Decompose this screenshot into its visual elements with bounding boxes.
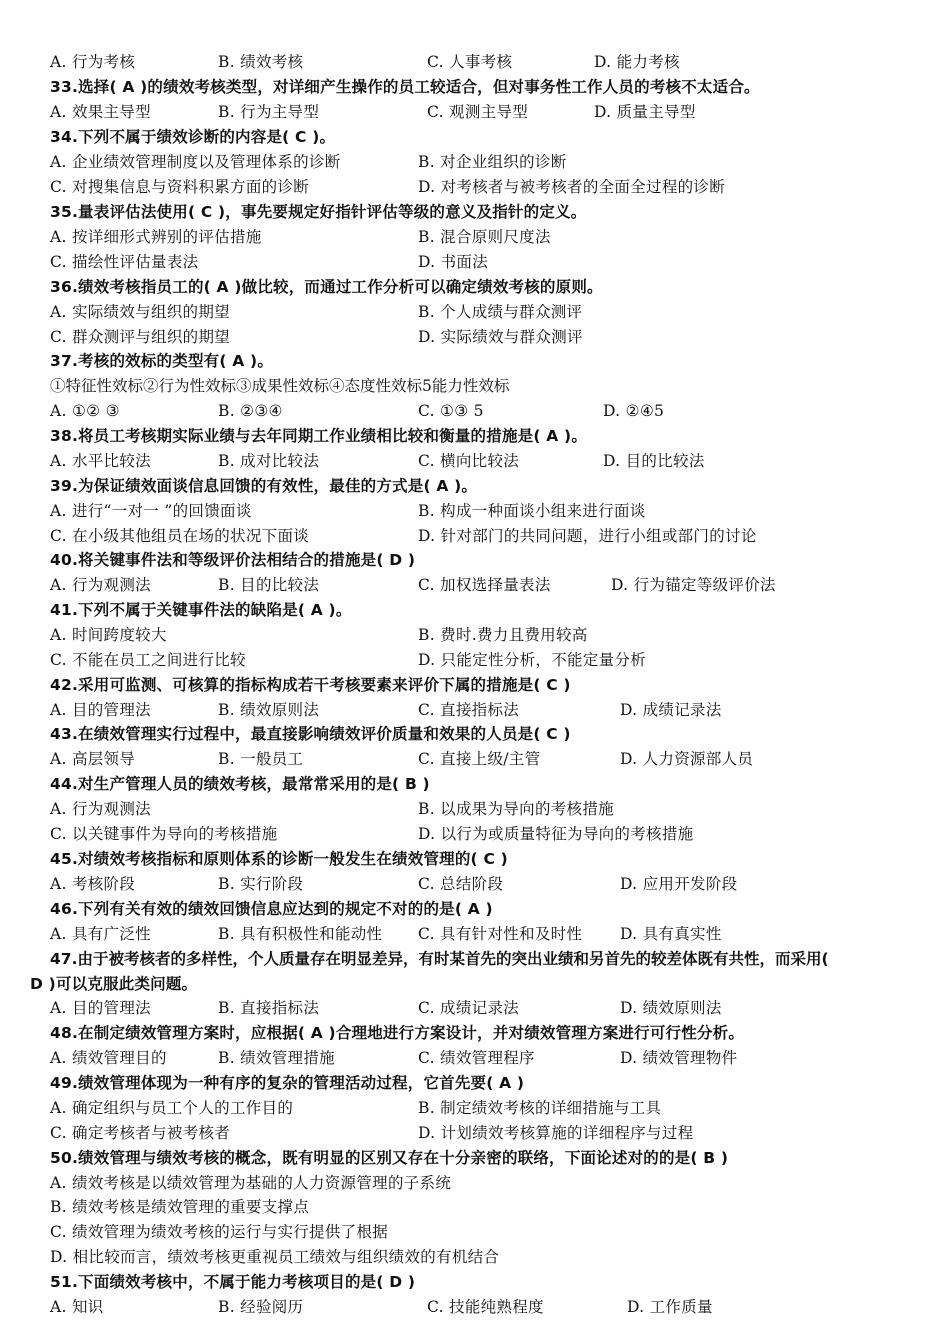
option-d: D. 实际绩效与群众测评: [418, 328, 583, 346]
option-c: C. 直接指标法: [418, 701, 520, 719]
criteria-list: ①特征性效标②行为性效标③成果性效标④态度性效标5能力性效标: [50, 377, 510, 395]
option-a: A. 具有广泛性: [50, 925, 151, 943]
options-row: [0, 50, 950, 74]
options-row: [0, 747, 950, 771]
options-row: [0, 1171, 950, 1195]
question-35: 35.量表评估法使用( C )，事先要规定好指针评估等级的意义及指针的定义。: [50, 203, 587, 221]
option-c: C. 绩效管理为绩效考核的运行与实行提供了根据: [50, 1223, 389, 1241]
option-b: B. 行为主导型: [218, 103, 320, 121]
question-51: 51.下面绩效考核中，不属于能力考核项目的是( D ): [50, 1273, 416, 1291]
question-stem: [0, 847, 950, 871]
options-row: [0, 1195, 950, 1219]
question-47-continued: D )可以克服此类问题。: [30, 975, 198, 993]
option-a: A. 水平比较法: [50, 452, 151, 470]
options-row: [0, 250, 950, 274]
options-row: [0, 225, 950, 249]
question-49: 49.绩效管理体现为一种有序的复杂的管理活动过程，它首先要( A ): [50, 1074, 525, 1092]
option-d: D. 绩效原则法: [620, 999, 722, 1017]
option-a: A. 行为观测法: [50, 800, 151, 818]
option-b: B. 经验阅历: [218, 1298, 304, 1316]
options-row: [0, 623, 950, 647]
options-row: [0, 698, 950, 722]
option-c: C. 对搜集信息与资料积累方面的诊断: [50, 178, 310, 196]
option-c: C. 在小级其他组员在场的状况下面谈: [50, 527, 310, 545]
question-stem: [0, 897, 950, 921]
question-39: 39.为保证绩效面谈信息回馈的有效性，最佳的方式是( A )。: [50, 477, 478, 495]
options-row: [0, 822, 950, 846]
options-row: [0, 175, 950, 199]
option-c: C. 加权选择量表法: [418, 576, 551, 594]
question-stem-continued: [0, 972, 950, 996]
option-d: D. 工作质量: [627, 1298, 713, 1316]
options-row: [0, 1121, 950, 1145]
option-b: B. 绩效考核: [218, 53, 304, 71]
question-41: 41.下列不属于关键事件法的缺陷是( A )。: [50, 601, 352, 619]
question-40: 40.将关键事件法和等级评价法相结合的措施是( D ): [50, 551, 416, 569]
option-d: D. 对考核者与被考核者的全面全过程的诊断: [418, 178, 726, 196]
options-row: [0, 573, 950, 597]
question-37: 37.考核的效标的类型有( A )。: [50, 352, 274, 370]
question-46: 46.下列有关有效的绩效回馈信息应达到的规定不对的的是( A ): [50, 900, 493, 918]
option-a: A. 绩效考核是以绩效管理为基础的人力资源管理的子系统: [50, 1174, 452, 1192]
option-a: A. 实际绩效与组织的期望: [50, 303, 230, 321]
option-c: C. 描绘性评估量表法: [50, 253, 199, 271]
option-a: A. 行为观测法: [50, 576, 151, 594]
option-a: A. 知识: [50, 1298, 104, 1316]
question-stem: [0, 548, 950, 572]
option-a: A. 时间跨度较大: [50, 626, 167, 644]
options-row: [0, 325, 950, 349]
option-a: A. 进行“一对一 ”的回馈面谈: [50, 502, 252, 520]
options-row: [0, 922, 950, 946]
option-b: B. 成对比较法: [218, 452, 320, 470]
question-33: 33.选择( A )的绩效考核类型，对详细产生操作的员工较适合，但对事务性工作人员的考核不太适合。: [50, 78, 760, 96]
option-c: C. 不能在员工之间进行比较: [50, 651, 246, 669]
option-b: B. 目的比较法: [218, 576, 320, 594]
options-row: [0, 1096, 950, 1120]
option-a: A. 高层领导: [50, 750, 136, 768]
question-stem: [0, 1021, 950, 1045]
option-c: C. 成绩记录法: [418, 999, 520, 1017]
options-row: [0, 1220, 950, 1244]
question-42: 42.采用可监测、可核算的指标构成若干考核要素来评价下属的措施是( C ): [50, 676, 571, 694]
options-row: [0, 648, 950, 672]
option-c: C. 群众测评与组织的期望: [50, 328, 231, 346]
option-d: D. 具有真实性: [620, 925, 722, 943]
options-row: [0, 100, 950, 124]
options-row: [0, 524, 950, 548]
option-d: D. 相比较而言，绩效考核更重视员工绩效与组织绩效的有机结合: [50, 1248, 500, 1266]
option-d: D. 计划绩效考核算施的详细程序与过程: [418, 1124, 694, 1142]
question-50: 50.绩效管理与绩效考核的概念，既有明显的区别又存在十分亲密的联络，下面论述对的的是( B ): [50, 1149, 729, 1167]
question-48: 48.在制定绩效管理方案时，应根据( A )合理地进行方案设计，并对绩效管理方案进行可行性分析。: [50, 1024, 745, 1042]
question-44: 44.对生产管理人员的绩效考核，最常常采用的是( B ): [50, 775, 430, 793]
options-row: [0, 1245, 950, 1269]
question-note: [0, 374, 950, 398]
option-d: D. 只能定性分析，不能定量分析: [418, 651, 647, 669]
options-row: [0, 449, 950, 473]
question-stem: [0, 275, 950, 299]
option-d: D. 针对部门的共同问题，进行小组或部门的讨论: [418, 527, 757, 545]
question-stem: [0, 1071, 950, 1095]
option-d: D. 以行为或质量特征为导向的考核措施: [418, 825, 694, 843]
option-c: C. 直接上级/主管: [418, 750, 541, 768]
options-row: [0, 1046, 950, 1070]
option-b: B. 对企业组织的诊断: [418, 153, 567, 171]
option-c: C. 绩效管理程序: [418, 1049, 535, 1067]
question-stem: [0, 1270, 950, 1294]
option-b: B. 混合原则尺度法: [418, 228, 551, 246]
option-d: D. 目的比较法: [603, 452, 705, 470]
question-stem: [0, 722, 950, 746]
option-a: A. 行为考核: [50, 53, 136, 71]
option-b: B. 绩效原则法: [218, 701, 320, 719]
option-b: B. 直接指标法: [218, 999, 320, 1017]
option-c: C. 技能纯熟程度: [427, 1298, 544, 1316]
option-b: B. 构成一种面谈小组来进行面谈: [418, 502, 646, 520]
option-b: B. 费时.费力且费用较高: [418, 626, 588, 644]
options-row: [0, 499, 950, 523]
option-d: D. 成绩记录法: [620, 701, 722, 719]
question-stem: [0, 673, 950, 697]
option-c: C. 横向比较法: [418, 452, 520, 470]
question-stem: [0, 598, 950, 622]
question-stem: [0, 474, 950, 498]
options-row: [0, 300, 950, 324]
option-b: B. 实行阶段: [218, 875, 304, 893]
options-row: [0, 1295, 950, 1319]
option-c: C. 具有针对性和及时性: [418, 925, 583, 943]
options-row: [0, 797, 950, 821]
question-stem: [0, 200, 950, 224]
option-b: B. 一般员工: [218, 750, 304, 768]
options-row: [0, 150, 950, 174]
options-row: [0, 996, 950, 1020]
option-b: B. 绩效管理措施: [218, 1049, 335, 1067]
option-c: C. 确定考核者与被考核者: [50, 1124, 231, 1142]
question-34: 34.下列不属于绩效诊断的内容是( C )。: [50, 128, 336, 146]
option-b: B. 具有积极性和能动性: [218, 925, 383, 943]
option-d: D. 能力考核: [594, 53, 680, 71]
option-b: B. 以成果为导向的考核措施: [418, 800, 614, 818]
question-stem: [0, 772, 950, 796]
option-d: D. 书面法: [418, 253, 489, 271]
option-b: B. 制定绩效考核的详细措施与工具: [418, 1099, 662, 1117]
question-47: 47.由于被考核者的多样性，个人质量存在明显差异，有时某首先的突出业绩和另首先的较差体既有共性，而采用(: [50, 950, 829, 968]
option-d: D. 质量主导型: [594, 103, 696, 121]
option-c: C. 观测主导型: [427, 103, 529, 121]
option-d: D. 绩效管理物件: [620, 1049, 738, 1067]
option-b: B. ②③④: [218, 402, 283, 420]
question-36: 36.绩效考核指员工的( A )做比较，而通过工作分析可以确定绩效考核的原则。: [50, 278, 603, 296]
option-a: A. 绩效管理目的: [50, 1049, 167, 1067]
option-a: A. ①② ③: [50, 402, 120, 420]
question-43: 43.在绩效管理实行过程中，最直接影响绩效评价质量和效果的人员是( C ): [50, 725, 571, 743]
option-c: C. 以关键事件为导向的考核措施: [50, 825, 278, 843]
option-a: A. 效果主导型: [50, 103, 151, 121]
option-a: A. 目的管理法: [50, 999, 151, 1017]
options-row: [0, 399, 950, 423]
option-d: D. 应用开发阶段: [620, 875, 738, 893]
option-a: A. 目的管理法: [50, 701, 151, 719]
question-stem: [0, 1146, 950, 1170]
option-d: D. ②④5: [603, 402, 665, 420]
question-stem: [0, 424, 950, 448]
option-a: A. 确定组织与员工个人的工作目的: [50, 1099, 294, 1117]
option-a: A. 考核阶段: [50, 875, 136, 893]
question-stem: [0, 125, 950, 149]
option-d: D. 行为锚定等级评价法: [611, 576, 776, 594]
option-d: D. 人力资源部人员: [620, 750, 754, 768]
question-stem: [0, 75, 950, 99]
option-c: C. 人事考核: [427, 53, 513, 71]
options-row: [0, 872, 950, 896]
question-38: 38.将员工考核期实际业绩与去年同期工作业绩相比较和衡量的措施是( A )。: [50, 427, 588, 445]
option-a: A. 企业绩效管理制度以及管理体系的诊断: [50, 153, 341, 171]
question-stem: [0, 947, 950, 971]
option-a: A. 按详细形式辨别的评估措施: [50, 228, 262, 246]
option-b: B. 个人成绩与群众测评: [418, 303, 583, 321]
option-c: C. 总结阶段: [418, 875, 504, 893]
option-c: C. ①③ 5: [418, 402, 484, 420]
question-45: 45.对绩效考核指标和原则体系的诊断一般发生在绩效管理的( C ): [50, 850, 508, 868]
option-b: B. 绩效考核是绩效管理的重要支撑点: [50, 1198, 310, 1216]
question-stem: [0, 349, 950, 373]
